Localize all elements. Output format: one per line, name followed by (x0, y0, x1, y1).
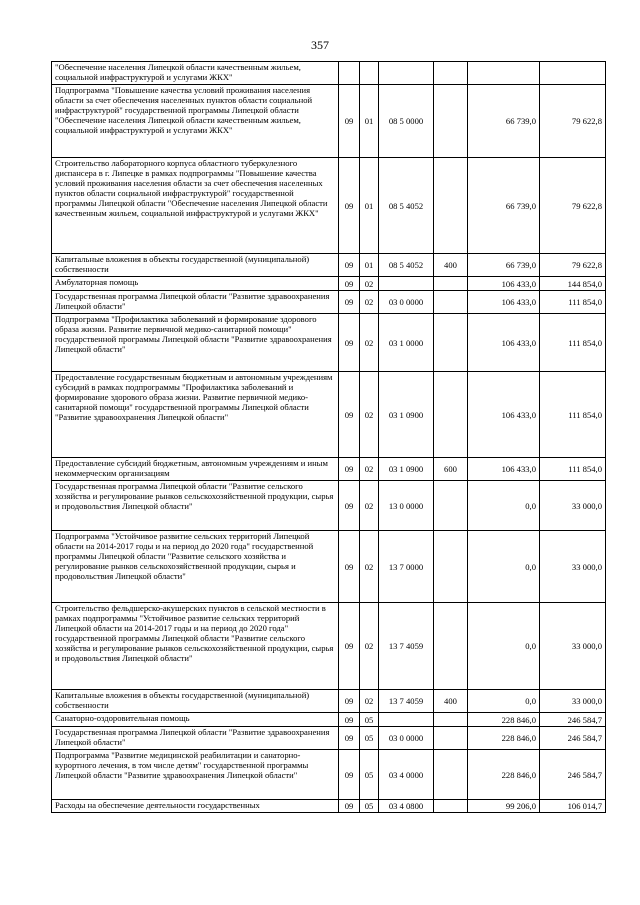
subsection-code: 05 (360, 713, 379, 727)
section-code: 09 (339, 458, 360, 481)
section-code: 09 (339, 314, 360, 372)
table-row (52, 314, 606, 372)
table-row (52, 291, 606, 314)
amount-year-1: 0,0 (468, 531, 540, 603)
section-code: 09 (339, 531, 360, 603)
table-row (52, 158, 606, 254)
row-name: Санаторно-оздоровительная помощь (52, 713, 339, 727)
target-article-code: 13 7 4059 (379, 690, 434, 713)
subsection-code: 02 (360, 458, 379, 481)
amount-year-2: 33 000,0 (540, 690, 606, 713)
table-row (52, 277, 606, 291)
table-row (52, 713, 606, 727)
target-article-code: 03 4 0000 (379, 750, 434, 800)
expense-type-code: 400 (434, 254, 468, 277)
amount-year-1: 228 846,0 (468, 750, 540, 800)
subsection-code (360, 62, 379, 85)
amount-year-1: 106 433,0 (468, 314, 540, 372)
row-name: Строительство фельдшерско-акушерских пунктов в сельской местности в рамках подпрограммы "Устойчивое развитие сельских территорий Липецкой области на 2014-2017 годы и на период до 2020 года" государственной программы Липецкой области "Развитие сельского хозяйства и регулирование рынков сельскохозяйственной продукции, сырья и продовольствия Липецкой области" (52, 603, 339, 690)
subsection-code: 02 (360, 372, 379, 458)
row-name: Государственная программа Липецкой области "Развитие здравоохранения Липецкой области" (52, 727, 339, 750)
target-article-code: 08 5 0000 (379, 85, 434, 158)
expense-type-code (434, 291, 468, 314)
table-row (52, 481, 606, 531)
row-name: Расходы на обеспечение деятельности государственных (52, 800, 339, 813)
subsection-code: 05 (360, 727, 379, 750)
expense-type-code (434, 314, 468, 372)
expense-type-code (434, 713, 468, 727)
target-article-code: 03 1 0900 (379, 372, 434, 458)
row-name: Подпрограмма "Развитие медицинской реабилитации и санаторно-курортного лечения, в том числе детям" государственной программы Липецкой области "Развитие здравоохранения Липецкой области" (52, 750, 339, 800)
subsection-code: 01 (360, 85, 379, 158)
target-article-code: 03 1 0900 (379, 458, 434, 481)
target-article-code: 08 5 4052 (379, 158, 434, 254)
row-name: Строительство лабораторного корпуса областного туберкулезного диспансера в г. Липецке в рамках подпрограммы "Повышение качества условий проживания населения области за счет обеспечения населенных пунктов области социальной инфраструктурой" государственной программы Липецкой области "Обеспечение населения Липецкой области качественным жильем, социальной инфраструктурой и услугами ЖКХ" (52, 158, 339, 254)
row-name: Предоставление государственным бюджетным и автономным учреждениям субсидий в рамках подпрограммы "Профилактика заболеваний и формирование здорового образа жизни. Развитие первичной медико-санитарной помощи" государственной программы Липецкой области "Развитие здравоохранения Липецкой области" (52, 372, 339, 458)
row-name: Капитальные вложения в объекты государственной (муниципальной) собственности (52, 690, 339, 713)
row-name: Подпрограмма "Профилактика заболеваний и формирование здорового образа жизни. Развитие первичной медико-санитарной помощи" государственной программы Липецкой области "Развитие здравоохранения Липецкой области" (52, 314, 339, 372)
subsection-code: 02 (360, 291, 379, 314)
target-article-code: 03 4 0800 (379, 800, 434, 813)
table-body (52, 62, 606, 813)
amount-year-1: 99 206,0 (468, 800, 540, 813)
amount-year-1: 0,0 (468, 481, 540, 531)
subsection-code: 01 (360, 158, 379, 254)
expense-type-code (434, 531, 468, 603)
row-name: Государственная программа Липецкой области "Развитие сельского хозяйства и регулирование рынков сельскохозяйственной продукции, сырья и продовольствия Липецкой области" (52, 481, 339, 531)
target-article-code: 03 0 0000 (379, 727, 434, 750)
section-code: 09 (339, 603, 360, 690)
row-name: Государственная программа Липецкой области "Развитие здравоохранения Липецкой области" (52, 291, 339, 314)
section-code: 09 (339, 750, 360, 800)
amount-year-2: 33 000,0 (540, 531, 606, 603)
target-article-code: 08 5 4052 (379, 254, 434, 277)
amount-year-1: 66 739,0 (468, 158, 540, 254)
target-article-code (379, 277, 434, 291)
table-row (52, 254, 606, 277)
expense-type-code (434, 603, 468, 690)
row-name: Подпрограмма "Повышение качества условий проживания населения области за счет обеспечения населенных пунктов области социальной инфраструктурой" государственной программы Липецкой области "Обеспечение населения Липецкой области качественным жильем, социальной инфраструктурой и услугами ЖКХ" (52, 85, 339, 158)
section-code: 09 (339, 291, 360, 314)
amount-year-2: 33 000,0 (540, 481, 606, 531)
expense-type-code (434, 85, 468, 158)
amount-year-2: 111 854,0 (540, 291, 606, 314)
amount-year-2: 33 000,0 (540, 603, 606, 690)
amount-year-1 (468, 62, 540, 85)
amount-year-2 (540, 62, 606, 85)
subsection-code: 05 (360, 800, 379, 813)
table-row (52, 603, 606, 690)
amount-year-1: 0,0 (468, 690, 540, 713)
table-row (52, 750, 606, 800)
section-code: 09 (339, 727, 360, 750)
amount-year-1: 66 739,0 (468, 85, 540, 158)
amount-year-1: 0,0 (468, 603, 540, 690)
expense-type-code (434, 277, 468, 291)
subsection-code: 02 (360, 314, 379, 372)
section-code: 09 (339, 85, 360, 158)
target-article-code: 13 7 4059 (379, 603, 434, 690)
expense-type-code (434, 750, 468, 800)
subsection-code: 01 (360, 254, 379, 277)
expense-type-code: 600 (434, 458, 468, 481)
amount-year-2: 111 854,0 (540, 314, 606, 372)
expense-type-code (434, 158, 468, 254)
page-number: 357 (311, 38, 329, 52)
target-article-code: 13 0 0000 (379, 481, 434, 531)
amount-year-2: 111 854,0 (540, 372, 606, 458)
table-row (52, 372, 606, 458)
table-row (52, 458, 606, 481)
row-name: "Обеспечение населения Липецкой области качественным жильем, социальной инфраструктурой и услугами ЖКХ" (52, 62, 339, 85)
subsection-code: 05 (360, 750, 379, 800)
subsection-code: 02 (360, 481, 379, 531)
table-row (52, 531, 606, 603)
amount-year-1: 106 433,0 (468, 291, 540, 314)
row-name: Капитальные вложения в объекты государственной (муниципальной) собственности (52, 254, 339, 277)
amount-year-2: 246 584,7 (540, 750, 606, 800)
amount-year-2: 111 854,0 (540, 458, 606, 481)
amount-year-1: 66 739,0 (468, 254, 540, 277)
section-code (339, 62, 360, 85)
table-row (52, 690, 606, 713)
target-article-code (379, 713, 434, 727)
amount-year-2: 79 622,8 (540, 158, 606, 254)
section-code: 09 (339, 277, 360, 291)
section-code: 09 (339, 158, 360, 254)
table-row (52, 62, 606, 85)
amount-year-2: 79 622,8 (540, 85, 606, 158)
target-article-code: 03 1 0000 (379, 314, 434, 372)
section-code: 09 (339, 800, 360, 813)
section-code: 09 (339, 690, 360, 713)
amount-year-1: 228 846,0 (468, 727, 540, 750)
expense-type-code (434, 481, 468, 531)
amount-year-2: 106 014,7 (540, 800, 606, 813)
expense-type-code (434, 800, 468, 813)
amount-year-1: 228 846,0 (468, 713, 540, 727)
amount-year-1: 106 433,0 (468, 372, 540, 458)
subsection-code: 02 (360, 277, 379, 291)
row-name: Предоставление субсидий бюджетным, автономным учреждениям и иным некоммерческим организациям (52, 458, 339, 481)
subsection-code: 02 (360, 690, 379, 713)
amount-year-1: 106 433,0 (468, 458, 540, 481)
expense-type-code: 400 (434, 690, 468, 713)
table-row (52, 85, 606, 158)
amount-year-2: 246 584,7 (540, 727, 606, 750)
table-row (52, 800, 606, 813)
target-article-code: 03 0 0000 (379, 291, 434, 314)
row-name: Подпрограмма "Устойчивое развитие сельских территорий Липецкой области на 2014-2017 годы и на период до 2020 года" государственной программы Липецкой области "Развитие сельского хозяйства и регулирование рынков сельскохозяйственной продукции, сырья и продовольствия Липецкой области" (52, 531, 339, 603)
expense-type-code (434, 62, 468, 85)
amount-year-2: 144 854,0 (540, 277, 606, 291)
expense-type-code (434, 727, 468, 750)
section-code: 09 (339, 254, 360, 277)
section-code: 09 (339, 481, 360, 531)
amount-year-1: 106 433,0 (468, 277, 540, 291)
target-article-code: 13 7 0000 (379, 531, 434, 603)
section-code: 09 (339, 713, 360, 727)
amount-year-2: 246 584,7 (540, 713, 606, 727)
row-name: Амбулаторная помощь (52, 277, 339, 291)
subsection-code: 02 (360, 603, 379, 690)
section-code: 09 (339, 372, 360, 458)
target-article-code (379, 62, 434, 85)
expense-type-code (434, 372, 468, 458)
budget-table (51, 61, 606, 813)
table-row (52, 727, 606, 750)
amount-year-2: 79 622,8 (540, 254, 606, 277)
subsection-code: 02 (360, 531, 379, 603)
